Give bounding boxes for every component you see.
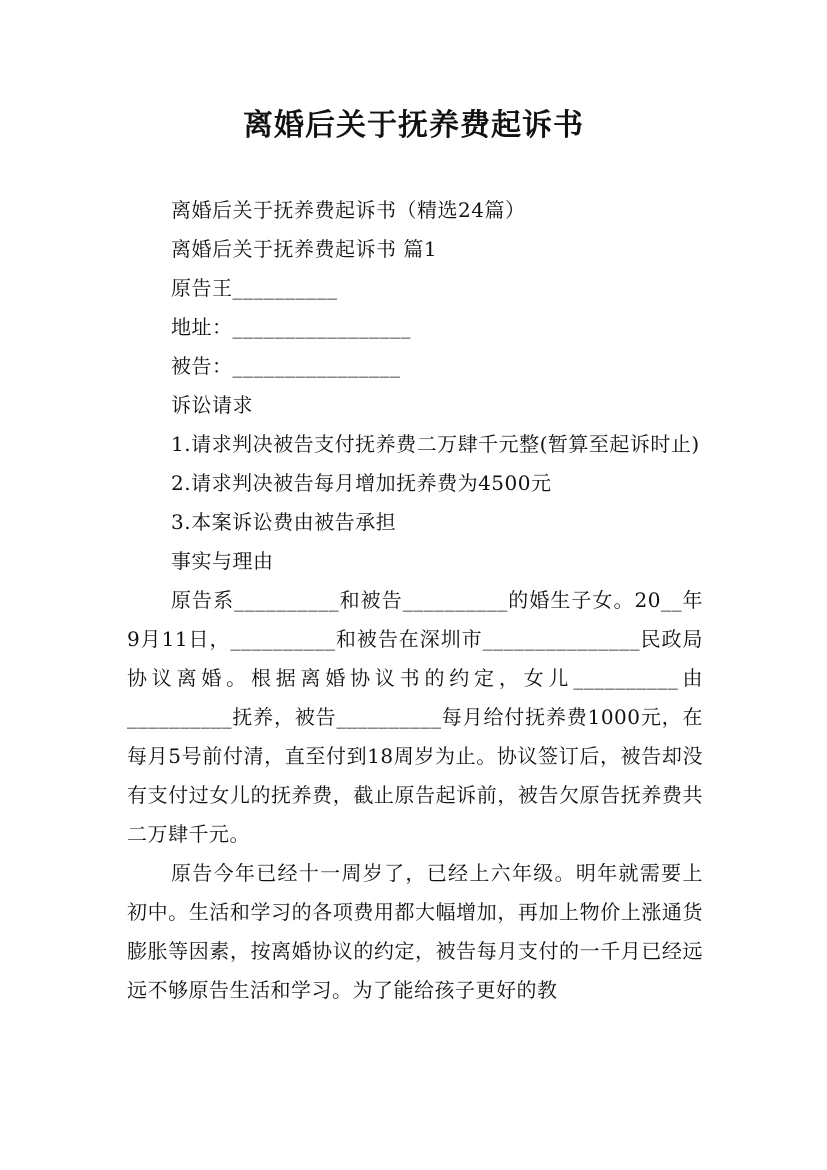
paragraph-subtitle: 离婚后关于抚养费起诉书（精选24篇）: [171, 198, 526, 222]
paragraph-address: 地址：_________________: [171, 315, 411, 339]
paragraph-facts-heading: 事实与理由: [171, 549, 274, 573]
document-body: [127, 191, 703, 1010]
paragraph-claims-heading: 诉讼请求: [171, 393, 253, 417]
paragraph-claim-1: 1.请求判决被告支付抚养费二万肆千元整(暂算至起诉时止): [171, 432, 700, 456]
paragraph-plaintiff: 原告王__________: [171, 276, 338, 300]
paragraph-claim-3: 3.本案诉讼费由被告承担: [171, 510, 397, 534]
paragraph-facts-continued: 原告今年已经十一周岁了，已经上六年级。明年就需要上初中。生活和学习的各项费用都大幅增加，再加上物价上涨通货膨胀等因素，按离婚协议的约定，被告每月支付的一千月已经远远不够原告生活和学习。为了能给孩子更好的教: [127, 861, 703, 1002]
paragraph-claim-2: 2.请求判决被告每月增加抚养费为4500元: [171, 471, 552, 495]
paragraph-section-heading: 离婚后关于抚养费起诉书 篇1: [171, 237, 438, 261]
paragraph-defendant: 被告：________________: [171, 354, 401, 378]
paragraph-facts-body: 原告系__________和被告__________的婚生子女。20__年9月11日，__________和被告在深圳市_______________民政局协议离婚。根据离婚协议书的约定，女儿__________由__________抚养，被告__________每月给付抚养费1000元，在每月5号前付清，直至付到18周岁为止。协议签订后，被告却没有支付过女儿的抚养费，截止原告起诉前，被告欠原告抚养费共二万肆千元。: [127, 588, 703, 846]
document-title: 离婚后关于抚养费起诉书: [243, 108, 584, 143]
